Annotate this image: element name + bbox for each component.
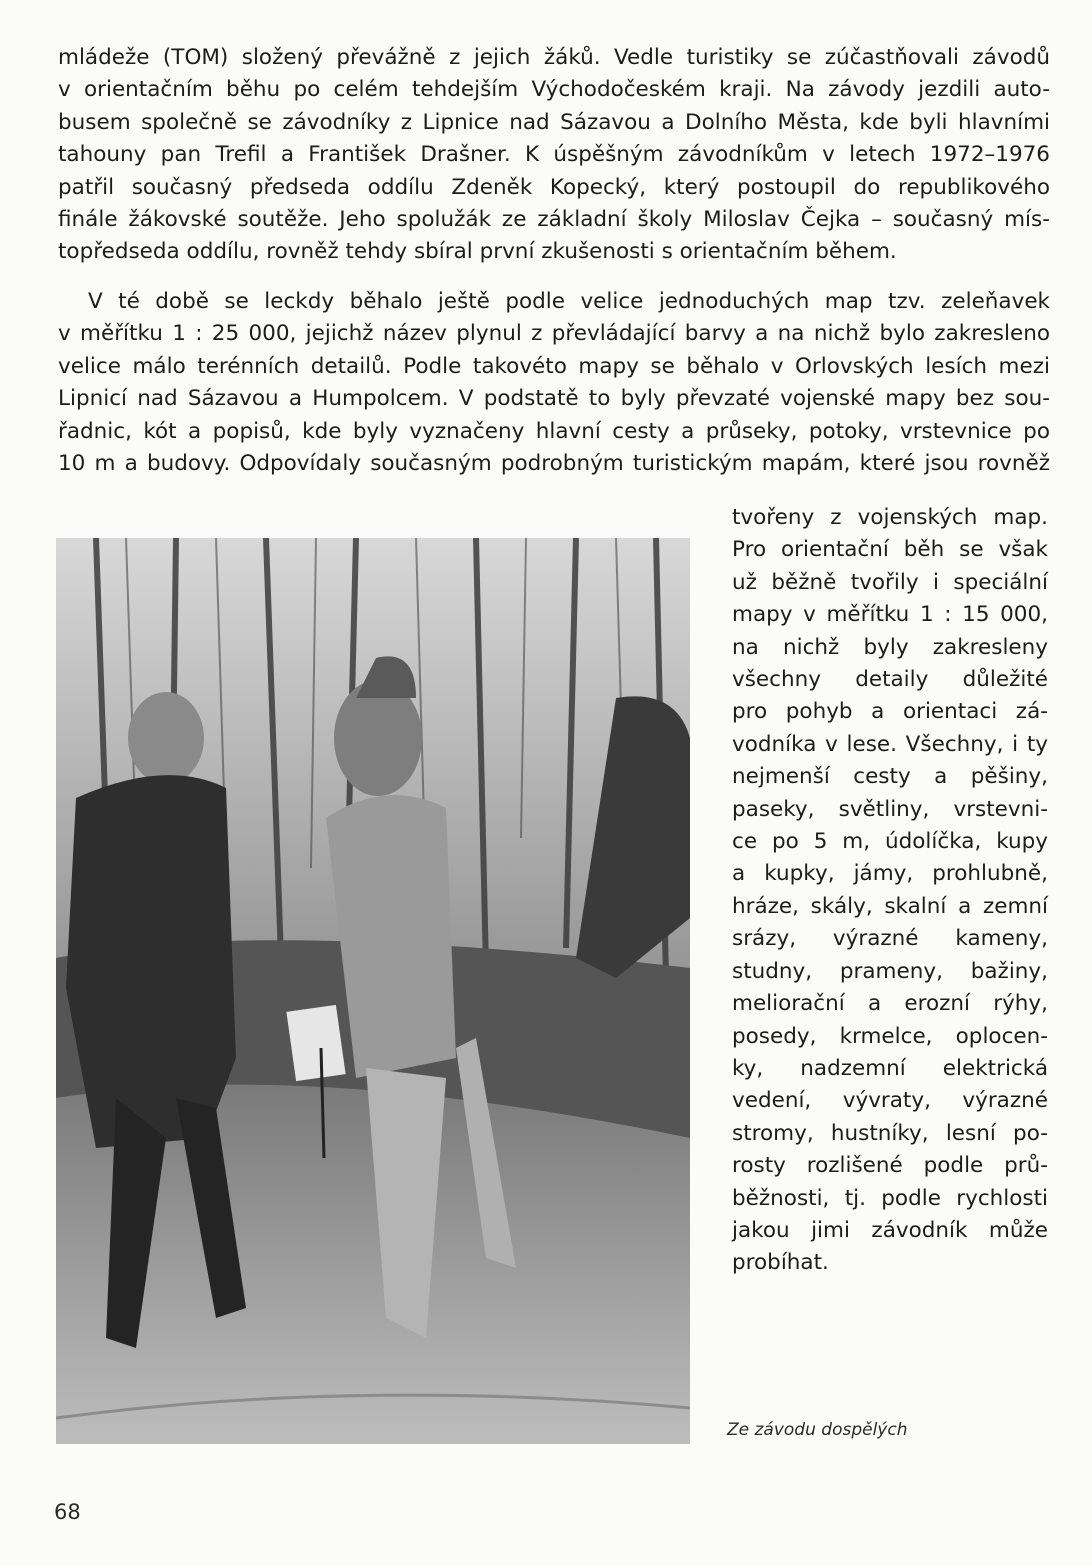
text-line: stromy, hustníky, lesní po- xyxy=(732,1120,1048,1146)
text-line: patřil současný předseda oddílu Zdeněk Kopecký, který postoupil do republikového xyxy=(58,174,1050,200)
text-line: srázy, výrazné kameny, xyxy=(732,926,1048,952)
text-line: mládeže (TOM) složený převážně z jejich žáků. Vedle turistiky se zúčastňovali závodů xyxy=(58,45,1050,70)
text-line: na nichž byly zakresleny xyxy=(732,634,1048,660)
text-line: v orientačním běhu po celém tehdejším Východočeském kraji. Na závody jezdili auto- xyxy=(58,77,1050,103)
photo-orienteering-race xyxy=(56,538,690,1444)
text-line: běžnosti, tj. podle rychlosti xyxy=(732,1185,1048,1211)
text-line: busem společně se závodníky z Lipnice nad Sázavou a Dolního Města, kde byli hlavními xyxy=(58,109,1050,135)
text-line: probíhat. xyxy=(732,1250,829,1276)
text-line: nejmenší cesty a pěšiny, xyxy=(732,764,1048,790)
text-line: meliorační a erozní rýhy, xyxy=(732,991,1048,1017)
text-line: finále žákovské soutěže. Jeho spolužák ze základní školy Miloslav Čejka – současný mís- xyxy=(58,207,1050,233)
text-line: studny, prameny, bažiny, xyxy=(732,958,1048,984)
text-line: paseky, světliny, vrstevni- xyxy=(732,796,1048,822)
text-line: 10 m a budovy. Odpovídaly současným podrobným turistickým mapám, které jsou rovněž xyxy=(58,451,1050,477)
text-line: jakou jimi závodník může xyxy=(732,1217,1048,1243)
text-line: řadnic, kót a popisů, kde byly vyznačeny hlavní cesty a průseky, potoky, vrstevnice po xyxy=(58,418,1050,444)
text-line: mapy v měřítku 1 : 15 000, xyxy=(732,602,1048,628)
page-number: 68 xyxy=(54,1500,81,1524)
text-line: vedení, vývraty, výrazné xyxy=(732,1088,1048,1114)
text-line: v měřítku 1 : 25 000, jejichž název plynul z převládající barvy a na nichž bylo zakresleno xyxy=(58,321,1050,347)
paragraph-1 xyxy=(58,42,1050,269)
text-line: tvořeny z vojenských map. xyxy=(732,505,1048,530)
text-line: hráze, skály, skalní a zemní xyxy=(732,893,1048,919)
text-line: ky, nadzemní elektrická xyxy=(732,1055,1048,1081)
photo-caption: Ze závodu dospělých xyxy=(727,1420,908,1440)
text-line: Lipnicí nad Sázavou a Humpolcem. V podstatě to byly převzaté vojenské mapy bez sou- xyxy=(58,386,1050,412)
side-column-text xyxy=(732,502,1048,1280)
text-line: rosty rozlišené podle prů- xyxy=(732,1153,1048,1179)
text-line: velice málo terénních detailů. Podle takovéto mapy se běhalo v Orlovských lesích mezi xyxy=(58,353,1050,379)
text-line: posedy, krmelce, oplocen- xyxy=(732,1023,1048,1049)
text-line: pro pohyb a orientaci zá- xyxy=(732,699,1048,725)
text-line: ce po 5 m, údolíčka, kupy xyxy=(732,829,1048,855)
text-line: vodníka v lese. Všechny, i ty xyxy=(732,731,1048,757)
text-line: V té době se leckdy běhalo ještě podle velice jednoduchých map tzv. zeleňavek xyxy=(88,289,1050,314)
text-line: topředseda oddílu, rovněž tehdy sbíral první zkušenosti s orientačním během. xyxy=(58,239,897,265)
text-line: všechny detaily důležité xyxy=(732,667,1048,693)
text-line: tahouny pan Trefil a František Drašner. K úspěšným závodníkům v letech 1972–1976 xyxy=(58,142,1050,168)
paragraph-2 xyxy=(58,286,1050,480)
text-line: Pro orientační běh se však xyxy=(732,537,1048,563)
text-line: už běžně tvořily i speciální xyxy=(732,569,1048,595)
text-line: a kupky, jámy, prohlubně, xyxy=(732,861,1048,887)
photo-image xyxy=(56,538,690,1444)
